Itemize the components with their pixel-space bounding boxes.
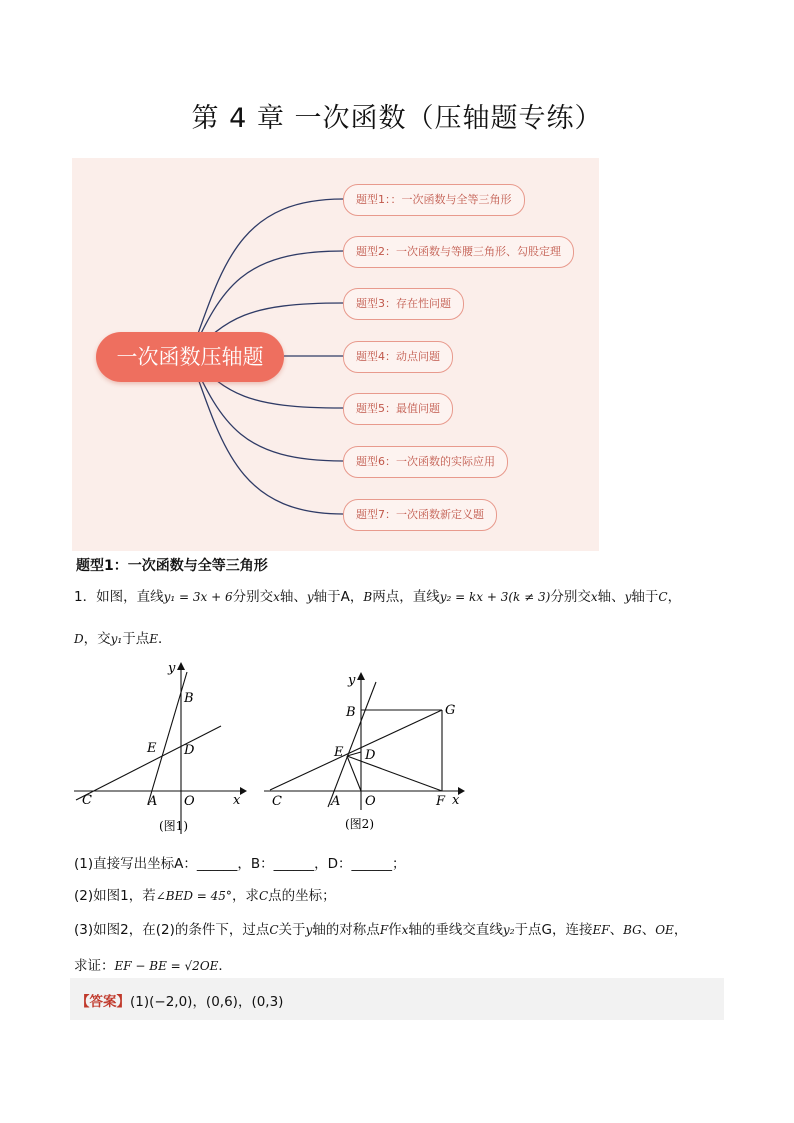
label-F: F [436, 794, 446, 809]
var-x: x [590, 590, 598, 604]
text: 两点，直线 [372, 589, 440, 605]
label-D: D [184, 743, 195, 758]
problem-line-1 [74, 585, 681, 605]
y-axis-arrow [177, 662, 185, 670]
text: 作 [388, 922, 402, 938]
segment-BG: BG [623, 923, 642, 937]
var-y: y [306, 590, 314, 604]
segment-OE: OE [655, 923, 674, 937]
text: 分别交 [550, 589, 591, 605]
var-C: C [658, 590, 668, 604]
label-x: x [452, 793, 460, 808]
answer-box [70, 978, 724, 1020]
label-E: E [147, 741, 157, 756]
text: 轴于A， [313, 589, 364, 605]
text: 轴、 [597, 589, 625, 605]
label-G: G [445, 703, 456, 718]
problem-line-2 [74, 627, 171, 647]
branch-type-6: 题型6：一次函数的实际应用 [343, 446, 508, 478]
text: 轴的垂线交直线 [408, 922, 503, 938]
var-x: x [401, 923, 409, 937]
text: 轴、 [279, 589, 307, 605]
var-B: B [363, 590, 373, 604]
answer-label: 【答案】 [76, 994, 130, 1010]
label-O: O [365, 794, 376, 809]
branch-type-1: 题型1：：一次函数与全等三角形 [343, 184, 525, 216]
text: (2)如图1，若 [74, 888, 156, 904]
text: 求证： [74, 958, 115, 974]
var-F: F [379, 923, 389, 937]
text: 1．如图，直线 [74, 589, 164, 605]
var-D: D [74, 632, 84, 646]
label-x: x [233, 793, 241, 808]
var-y: y [305, 923, 313, 937]
branch-type-4: 题型4：动点问题 [343, 341, 453, 373]
text: 关于 [278, 922, 306, 938]
mind-map [72, 158, 599, 551]
question-1: (1)直接写出坐标A：______，B：______，D：______； [74, 856, 406, 872]
text: ， [667, 589, 682, 605]
figure-2 [262, 670, 472, 838]
text: 、 [609, 922, 624, 938]
text: 于点 [122, 631, 150, 647]
label-y: y [348, 673, 356, 688]
section-heading: 题型1：一次函数与全等三角形 [76, 558, 268, 574]
branch-type-2: 题型2：一次函数与等腰三角形、勾股定理 [343, 236, 574, 268]
figure-1-caption: (图1) [159, 819, 188, 833]
mind-map-root: 一次函数压轴题 [96, 332, 284, 382]
text: ，交 [83, 631, 111, 647]
text: ． [218, 958, 232, 974]
text: ． [157, 631, 172, 647]
text: ， [673, 922, 688, 938]
angle-BED: ∠BED = 45° [155, 889, 232, 903]
text: (3)如图2，在(2)的条件下，过点 [74, 922, 270, 938]
var-x: x [273, 590, 280, 604]
label-B: B [184, 691, 194, 706]
figure-1 [68, 658, 250, 838]
text: 、 [641, 922, 656, 938]
text: ，求 [231, 888, 259, 904]
y-axis-arrow [357, 672, 365, 680]
branch-type-5: 题型5：最值问题 [343, 393, 453, 425]
question-3 [74, 918, 687, 938]
text: 点的坐标； [268, 888, 336, 904]
x-axis-arrow [240, 787, 247, 795]
text: 轴的对称点 [312, 922, 380, 938]
equation-y1: y₁ = 3x + 6 [163, 590, 233, 604]
text: 于点G，连接 [514, 922, 593, 938]
equation-y2: y₂ = kx + 3(k ≠ 3) [439, 590, 551, 604]
label-B: B [346, 705, 356, 720]
var-C: C [258, 889, 269, 903]
label-D: D [365, 748, 376, 763]
var-y2: y₂ [502, 923, 515, 937]
branch-type-3: 题型3：存在性问题 [343, 288, 464, 320]
var-y1: y₁ [110, 632, 123, 646]
question-3-proof [74, 954, 232, 974]
branch-type-7: 题型7：一次函数新定义题 [343, 499, 497, 531]
var-E: E [149, 632, 158, 646]
text: 分别交 [232, 589, 274, 605]
question-2 [74, 884, 336, 904]
label-C: C [82, 793, 92, 808]
label-A: A [148, 794, 158, 809]
figure-2-caption: (图2) [345, 817, 374, 831]
label-E: E [334, 745, 344, 760]
line-y2 [76, 726, 221, 800]
text: 轴于 [631, 589, 659, 605]
page-title: 第 4 章 一次函数（压轴题专练） [191, 103, 603, 134]
segment-OE [347, 756, 361, 791]
var-y: y [624, 590, 632, 604]
proof-equation: EF − BE = √2OE [114, 959, 219, 973]
label-O: O [184, 794, 195, 809]
var-C: C [269, 923, 279, 937]
answer-text: (1)(−2,0)，(0,6)，(0,3) [130, 994, 284, 1010]
answer-content [76, 990, 283, 1010]
segment-EF: EF [592, 923, 610, 937]
label-y: y [168, 661, 176, 676]
label-C: C [272, 794, 282, 809]
label-A: A [331, 794, 341, 809]
